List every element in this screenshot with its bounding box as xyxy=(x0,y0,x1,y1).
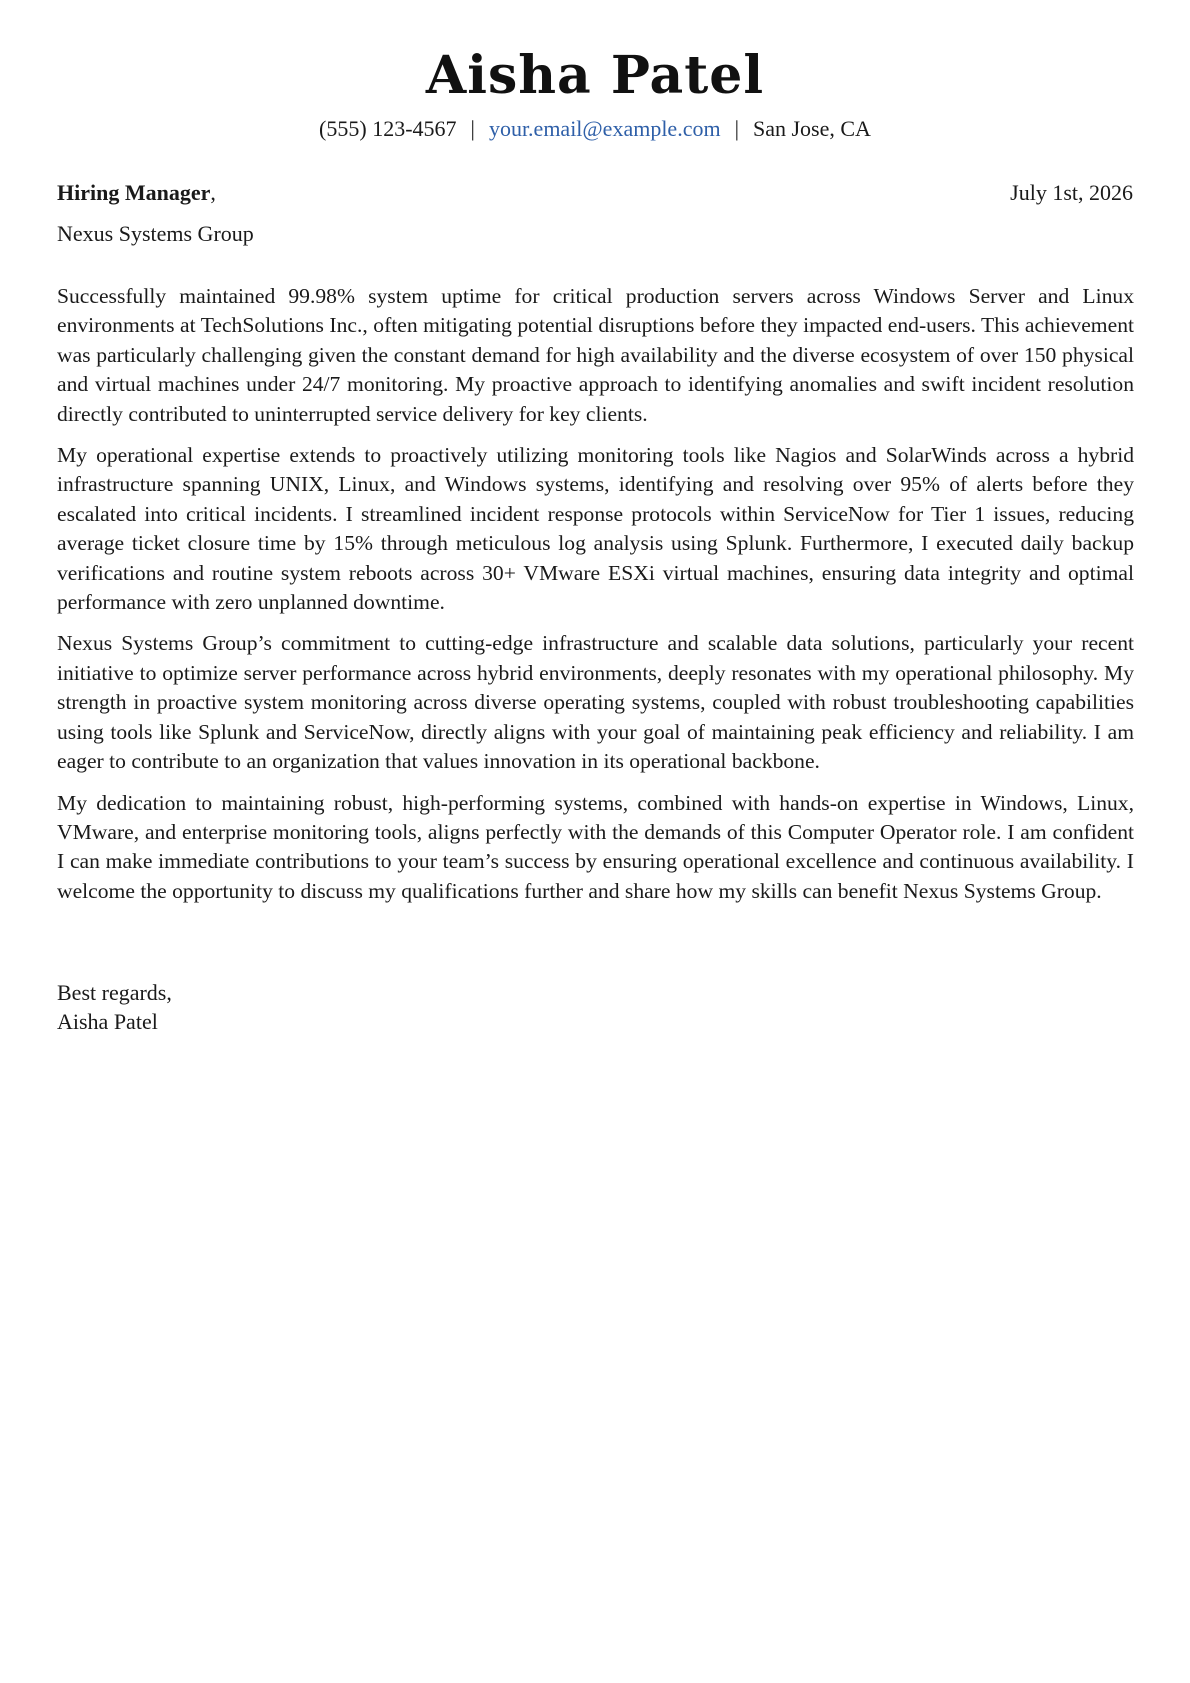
letter-date: July 1st, 2026 xyxy=(1010,180,1133,205)
salutation-comma: , xyxy=(210,180,216,205)
email-link[interactable]: your.email@example.com xyxy=(488,116,721,141)
salutation xyxy=(57,178,216,208)
body-paragraph: Nexus Systems Group’s commitment to cutting-edge infrastructure and scalable data solutions, particularly your recent initiative to optimize server performance across hybrid environments, deeply resonates with my operational philosophy. My strength in proactive system monitoring across diverse operating systems, coupled with robust troubleshooting capabilities using tools like Splunk and ServiceNow, directly aligns with your goal of maintaining peak efficiency and reliability. I am eager to contribute to an organization that values innovation in its operational backbone. xyxy=(57,631,1134,774)
body-paragraph: Successfully maintained 99.98% system uptime for critical production servers across Windows Server and Linux environments at TechSolutions Inc., often mitigating potential disruptions before they impacted end-users. This achievement was particularly challenging given the constant demand for high availability and the diverse ecosystem of over 150 physical and virtual machines under 24/7 monitoring. My proactive approach to identifying anomalies and swift incident resolution directly contributed to uninterrupted service delivery for key clients. xyxy=(57,284,1134,426)
applicant-name: Aisha Patel xyxy=(425,45,765,106)
letter-body xyxy=(57,282,1134,918)
phone-number: (555) 123-4567 xyxy=(319,116,457,141)
recipient-company: Nexus Systems Group xyxy=(57,221,254,246)
closing-block xyxy=(57,978,172,1036)
sign-off: Best regards, xyxy=(57,980,172,1005)
contact-line xyxy=(0,114,1190,144)
contact-separator: | xyxy=(470,116,475,141)
signature-name: Aisha Patel xyxy=(57,1009,158,1034)
body-paragraph: My operational expertise extends to proactively utilizing monitoring tools like Nagios and SolarWinds across a hybrid infrastructure spanning UNIX, Linux, and Windows systems, identifying and resolving over 95% of alerts before they escalated into critical incidents. I streamlined incident response protocols within ServiceNow for Tier 1 issues, reducing average ticket closure time by 15% through meticulous log analysis using Splunk. Furthermore, I executed daily backup verifications and routine system reboots across 30+ VMware ESXi virtual machines, ensuring data integrity and optimal performance with zero unplanned downtime. xyxy=(57,443,1134,615)
body-paragraph: My dedication to maintaining robust, high-performing systems, combined with hands-on expertise in Windows, Linux, VMware, and enterprise monitoring tools, aligns perfectly with the demands of this Computer Operator role. I am confident I can make immediate contributions to your team’s success by ensuring operational excellence and continuous availability. I welcome the opportunity to discuss my qualifications further and share how my skills can benefit Nexus Systems Group. xyxy=(57,790,1134,903)
contact-separator: | xyxy=(734,116,739,141)
recipient-title: Hiring Manager xyxy=(57,180,211,205)
location: San Jose, CA xyxy=(752,116,871,141)
